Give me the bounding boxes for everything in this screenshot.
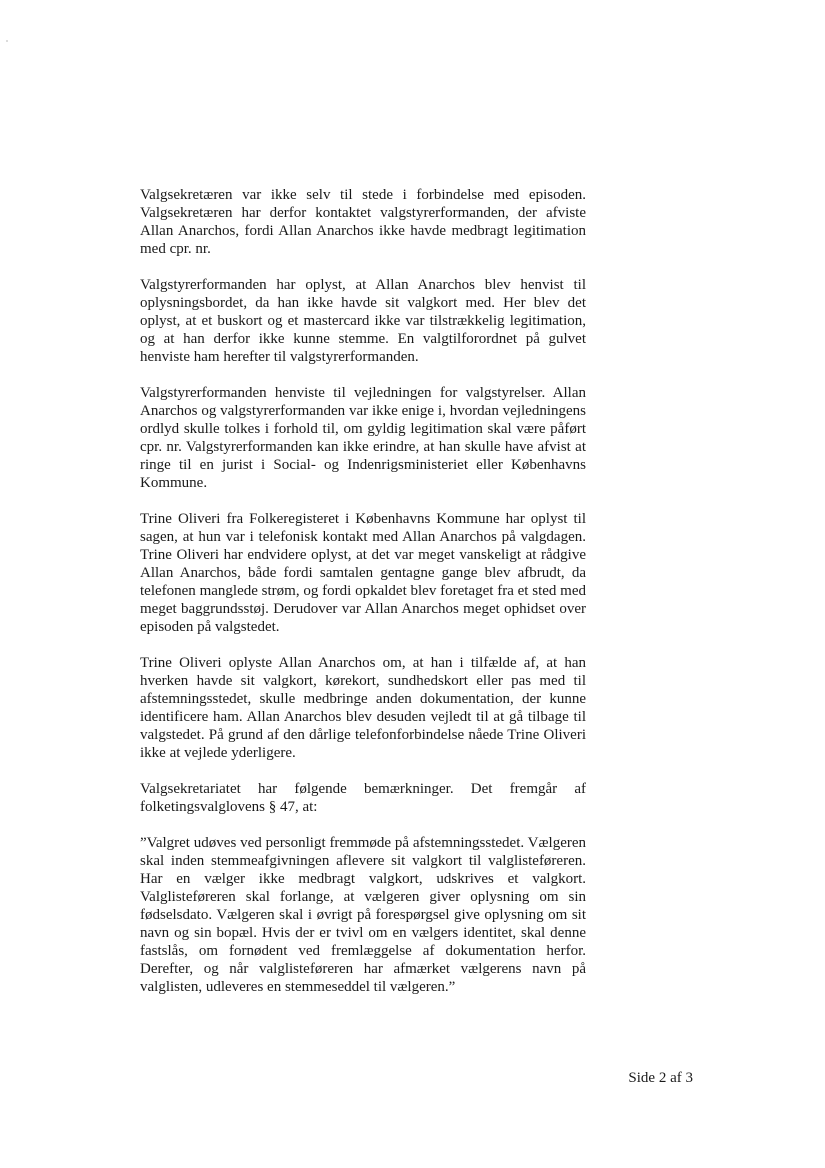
law-quote: ”Valgret udøves ved personligt fremmøde på afstemningsstedet. Vælgeren skal inden stemmeafgivningen aflevere sit valgkort til valglisteføreren. Har en vælger ikke medbragt valgkort, udskrives et valgkort. Valglisteføreren skal forlange, at vælgeren giver oplysning om sin fødselsdato. Vælgeren skal i øvrigt på forespørgsel give oplysning om sit navn og sin bopæl. Hvis der er tvivl om en vælgers identitet, skal denne fastslås, om fornødent ved fremlæggelse af dokumentation herfor. Derefter, og når valglisteføreren har afmærket vælgerens navn på valglisten, udleveres en stemmeseddel til vælgeren.” bbox=[140, 835, 586, 995]
paragraph-1: Valgsekretæren var ikke selv til stede i forbindelse med episoden. Valgsekretæren har derfor kontaktet valgstyrerformanden, der afviste Allan Anarchos, fordi Allan Anarchos ikke havde medbragt legitimation med cpr. nr. bbox=[140, 187, 586, 257]
paragraph-4: Trine Oliveri fra Folkeregisteret i Københavns Kommune har oplyst til sagen, at hun var i telefonisk kontakt med Allan Anarchos på valgdagen. Trine Oliveri har endvidere oplyst, at det var meget vanskeligt at rådgive Allan Anarchos, både fordi samtalen gentagne gange blev afbrudt, da telefonen manglede strøm, og fordi opkaldet blev foretaget fra et sted med meget baggrundsstøj. Derudover var Allan Anarchos meget ophidset over episoden på valgstedet. bbox=[140, 511, 586, 635]
paragraph-3: Valgstyrerformanden henviste til vejledningen for valgstyrelser. Allan Anarchos og valgstyrerformanden var ikke enige i, hvordan vejledningens ordlyd skulle tolkes i forhold til, om gyldig legitimation skal være påført cpr. nr. Valgstyrerformanden kan ikke erindre, at han skulle have afvist at ringe til en jurist i Social- og Indenrigsministeriet eller Københavns Kommune. bbox=[140, 385, 586, 491]
paragraph-5: Trine Oliveri oplyste Allan Anarchos om, at han i tilfælde af, at han hverken havde sit valgkort, kørekort, sundhedskort eller pas med til afstemningsstedet, skulle medbringe anden dokumentation, der kunne identificere ham. Allan Anarchos blev desuden vejledt til at gå tilbage til valgstedet. På grund af den dårlige telefonforbindelse nåede Trine Oliveri ikke at vejlede yderligere. bbox=[140, 655, 586, 761]
document-body bbox=[140, 186, 586, 1014]
paragraph-2: Valgstyrerformanden har oplyst, at Allan Anarchos blev henvist til oplysningsbordet, da han ikke havde sit valgkort med. Her blev det oplyst, at et buskort og et mastercard ikke var tilstrækkelig legitimation, og at han derfor ikke kunne stemme. En valgtilforordnet på gulvet henviste ham herefter til valgstyrerformanden. bbox=[140, 277, 586, 365]
paragraph-6: Valgsekretariatet har følgende bemærkninger. Det fremgår af folketingsvalglovens § 47, at: bbox=[140, 781, 586, 815]
page-number: Side 2 af 3 bbox=[628, 1070, 693, 1086]
scan-artifact bbox=[6, 40, 8, 42]
